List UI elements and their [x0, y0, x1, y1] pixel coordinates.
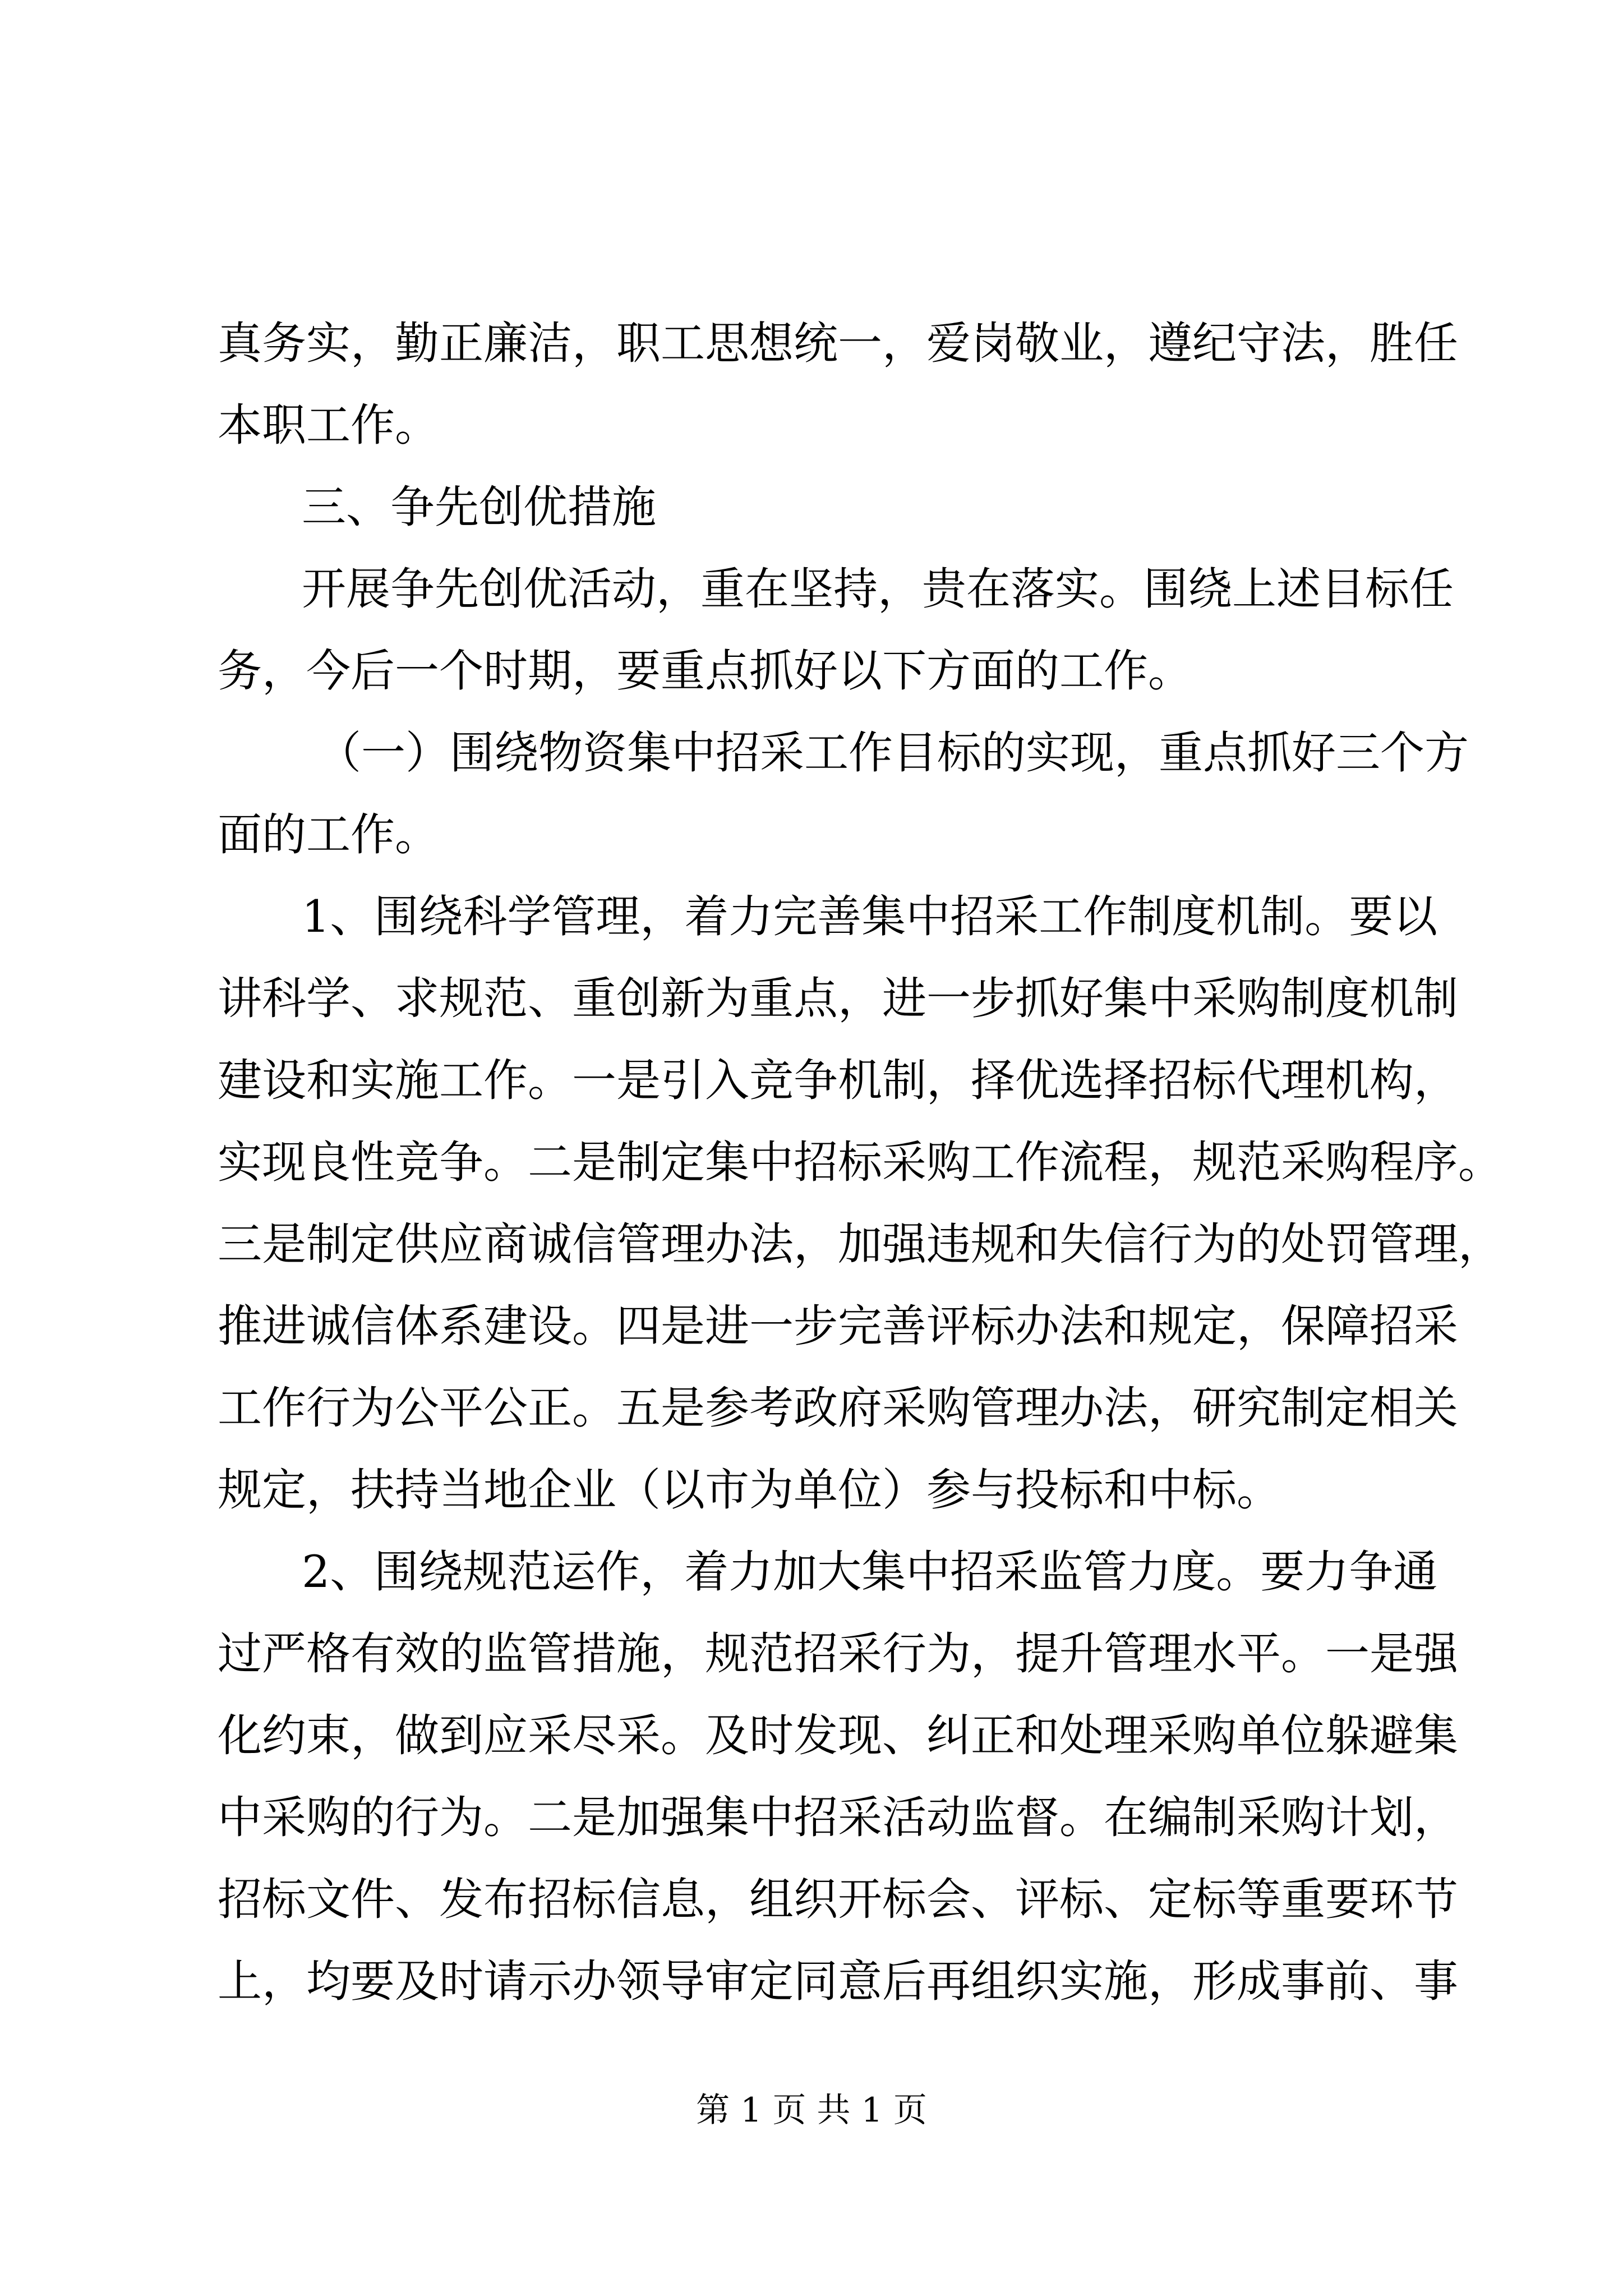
body-line-4: 开展争先创优活动，重在坚持，贵在落实。围绕上述目标任 — [302, 563, 1454, 615]
body-line-9: 讲科学、求规范、重创新为重点，进一步抓好集中采购制度机制 — [218, 973, 1458, 1024]
body-line-11: 实现良性竞争。二是制定集中招标采购工作流程，规范采购程序。 — [218, 1137, 1502, 1188]
body-line-16: 2、围绕规范运作，着力加大集中招采监管力度。要力争通 — [302, 1546, 1438, 1598]
body-line-21: 上，均要及时请示办领导审定同意后再组织实施，形成事前、事 — [218, 1955, 1458, 2007]
body-line-17: 过严格有效的监管措施，规范招采行为，提升管理水平。一是强 — [218, 1628, 1458, 1680]
page-footer: 第 1 页 共 1 页 — [696, 2091, 927, 2130]
body-line-5: 务，今后一个时期，要重点抓好以下方面的工作。 — [218, 645, 1192, 697]
body-line-14: 工作行为公平公正。五是参考政府采购管理办法，研究制定相关 — [218, 1382, 1458, 1434]
subsection-heading: （一）围绕物资集中招采工作目标的实现，重点抓好三个方 — [317, 727, 1469, 779]
body-line-18: 化约束，做到应采尽采。及时发现、纠正和处理采购单位躲避集 — [218, 1710, 1458, 1761]
body-line-19: 中采购的行为。二是加强集中招采活动监督。在编制采购计划， — [218, 1792, 1458, 1843]
body-line-15: 规定，扶持当地企业（以市为单位）参与投标和中标。 — [218, 1464, 1281, 1516]
body-line-1: 真务实，勤正廉洁，职工思想统一，爱岗敬业，遵纪守法，胜任 — [218, 318, 1458, 369]
body-line-10: 建设和实施工作。一是引入竞争机制，择优选择招标代理机构， — [218, 1055, 1458, 1106]
body-line-12: 三是制定供应商诚信管理办法，加强违规和失信行为的处罚管理， — [218, 1218, 1502, 1270]
section-heading: 三、争先创优措施 — [302, 481, 656, 533]
body-line-8: 1、围绕科学管理，着力完善集中招采工作制度机制。要以 — [302, 891, 1438, 942]
body-line-20: 招标文件、发布招标信息，组织开标会、评标、定标等重要环节 — [218, 1874, 1458, 1925]
body-line-13: 推进诚信体系建设。四是进一步完善评标办法和规定，保障招采 — [218, 1300, 1458, 1352]
body-line-2: 本职工作。 — [218, 399, 439, 451]
body-line-7: 面的工作。 — [218, 809, 439, 861]
